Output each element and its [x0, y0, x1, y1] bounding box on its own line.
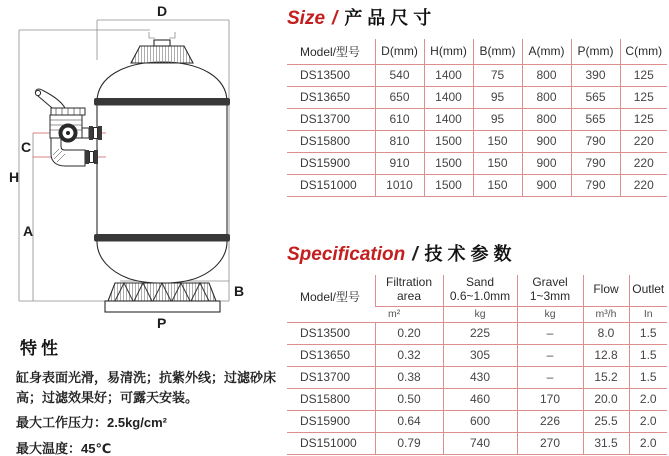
value-cell: 565 [571, 108, 620, 130]
base-stand [108, 283, 216, 301]
spec-title-separator: / [412, 244, 418, 265]
model-cell: DS15800 [300, 392, 351, 406]
value-cell: 1.5 [629, 344, 667, 366]
table-row [287, 388, 667, 410]
value-cell: 740 [443, 432, 517, 454]
value-cell: 1.5 [629, 322, 667, 344]
table-row [287, 152, 667, 174]
value-cell: 790 [571, 174, 620, 196]
spec-title-zh: 技术参数 [424, 244, 517, 264]
dimension-column-header: B(mm) [473, 39, 522, 64]
header-row [287, 39, 667, 64]
value-cell: 2.0 [629, 432, 667, 454]
spec-title [287, 240, 669, 266]
value-cell: 1400 [424, 86, 473, 108]
value-cell: 565 [571, 86, 620, 108]
value-cell: 12.8 [583, 344, 629, 366]
value-cell: 220 [620, 174, 667, 196]
spec-table [287, 275, 667, 455]
value-cell: 0.50 [375, 388, 443, 410]
size-title-separator: / [332, 8, 338, 29]
dim-label-P: P [157, 315, 167, 331]
value-cell: 1400 [424, 108, 473, 130]
multiport-valve [35, 89, 102, 166]
value-cell: 430 [443, 366, 517, 388]
value-cell: – [517, 322, 583, 344]
lower-clamp-band [94, 234, 230, 242]
value-cell: 220 [620, 152, 667, 174]
size-section [287, 4, 669, 197]
value-cell: 600 [443, 410, 517, 432]
value-cell: 220 [620, 130, 667, 152]
value-cell: 1400 [424, 64, 473, 86]
unit-header: m² [375, 306, 443, 322]
spec-title-en: Specification [287, 244, 406, 265]
value-cell: 610 [375, 108, 424, 130]
value-cell: 460 [443, 388, 517, 410]
dim-label-H: H [9, 169, 20, 185]
dim-label-C: C [21, 139, 32, 155]
value-cell: 226 [517, 410, 583, 432]
features-title: 特性 [20, 339, 62, 358]
upper-clamp-band [94, 98, 230, 106]
value-cell: 900 [522, 152, 571, 174]
value-cell: 170 [517, 388, 583, 410]
dim-label-D: D [156, 3, 168, 19]
table-row [287, 108, 667, 130]
value-cell: 910 [375, 152, 424, 174]
value-cell: 0.79 [375, 432, 443, 454]
spec-table-head [287, 275, 667, 322]
value-cell: 15.2 [583, 366, 629, 388]
value-cell: 1500 [424, 174, 473, 196]
model-cell: DS151000 [300, 436, 357, 450]
value-cell: 0.32 [375, 344, 443, 366]
model-cell: DS15800 [300, 134, 351, 148]
model-cell: DS15900 [300, 414, 351, 428]
base-plate [105, 301, 220, 312]
table-row [287, 174, 667, 196]
table-row [287, 410, 667, 432]
value-cell: 1010 [375, 174, 424, 196]
value-cell: 800 [522, 86, 571, 108]
value-cell: 800 [522, 64, 571, 86]
table-row [287, 432, 667, 454]
spec-column-header: Sand 0.6~1.0mm [443, 275, 517, 306]
model-cell: DS13500 [300, 326, 351, 340]
value-cell: 270 [517, 432, 583, 454]
table-row [287, 64, 667, 86]
table-row [287, 130, 667, 152]
value-cell: 75 [473, 64, 522, 86]
model-cell: DS13700 [300, 370, 351, 384]
model-cell: DS151000 [300, 178, 357, 192]
features-section [16, 334, 294, 456]
spec-column-header: Flow [583, 275, 629, 306]
value-cell: 0.38 [375, 366, 443, 388]
value-cell: 95 [473, 108, 522, 130]
model-cell: DS13700 [300, 112, 351, 126]
model-cell: DS13650 [300, 90, 351, 104]
value-cell: 31.5 [583, 432, 629, 454]
header-row-labels [287, 275, 667, 306]
features-max-temperature: 最大温度：45℃ [16, 440, 112, 456]
spec-column-header: Outlet [629, 275, 667, 306]
table-row [287, 86, 667, 108]
lid-cap [131, 46, 193, 63]
model-column-header: Model/型号 [287, 275, 375, 322]
value-cell: 125 [620, 86, 667, 108]
features-body: 缸身表面光滑，易清洗；抗紫外线；过滤砂床高；过滤效果好；可露天安装。 [16, 370, 277, 405]
unit-header: m³/h [583, 306, 629, 322]
dim-label-B: B [234, 283, 245, 299]
value-cell: 25.5 [583, 410, 629, 432]
spec-section [287, 240, 669, 455]
model-cell: DS13500 [300, 68, 351, 82]
value-cell: 790 [571, 130, 620, 152]
dimension-column-header: A(mm) [522, 39, 571, 64]
tank-outline [94, 32, 230, 312]
value-cell: 125 [620, 108, 667, 130]
value-cell: 150 [473, 174, 522, 196]
value-cell: 900 [522, 130, 571, 152]
size-title [287, 4, 669, 30]
model-column-header: Model/型号 [300, 44, 361, 59]
value-cell: 95 [473, 86, 522, 108]
table-row [287, 344, 667, 366]
filter-tank-diagram [2, 0, 286, 332]
value-cell: 0.64 [375, 410, 443, 432]
value-cell: 810 [375, 130, 424, 152]
value-cell: 125 [620, 64, 667, 86]
spec-table-body [287, 322, 667, 454]
value-cell: 1500 [424, 130, 473, 152]
value-cell: 1500 [424, 152, 473, 174]
dimension-column-header: P(mm) [571, 39, 620, 64]
value-cell: 650 [375, 86, 424, 108]
table-row [287, 366, 667, 388]
value-cell: 20.0 [583, 388, 629, 410]
value-cell: 225 [443, 322, 517, 344]
value-cell: 1.5 [629, 366, 667, 388]
value-cell: 2.0 [629, 388, 667, 410]
unit-header: kg [443, 306, 517, 322]
size-table-head [287, 39, 667, 64]
value-cell: 8.0 [583, 322, 629, 344]
value-cell: 390 [571, 64, 620, 86]
value-cell: 540 [375, 64, 424, 86]
spec-column-header: Filtration area [375, 275, 443, 306]
unit-header: In [629, 306, 667, 322]
spec-column-header: Gravel 1~3mm [517, 275, 583, 306]
value-cell: 790 [571, 152, 620, 174]
table-row [287, 322, 667, 344]
value-cell: 2.0 [629, 410, 667, 432]
size-table [287, 39, 667, 197]
size-title-zh: 产品尺寸 [344, 8, 437, 28]
features-max-pressure: 最大工作压力：2.5kg/cm² [16, 415, 167, 430]
vent-knob [154, 40, 170, 46]
value-cell: 0.20 [375, 322, 443, 344]
value-cell: 305 [443, 344, 517, 366]
model-cell: DS15900 [300, 156, 351, 170]
dimension-column-header: H(mm) [424, 39, 473, 64]
value-cell: 150 [473, 130, 522, 152]
value-cell: – [517, 344, 583, 366]
size-title-en: Size [287, 8, 326, 29]
value-cell: 900 [522, 174, 571, 196]
dimension-column-header: D(mm) [375, 39, 424, 64]
size-table-body [287, 64, 667, 196]
model-cell: DS13650 [300, 348, 351, 362]
dim-label-A: A [23, 223, 34, 239]
dimension-column-header: C(mm) [620, 39, 667, 64]
value-cell: 150 [473, 152, 522, 174]
unit-header: kg [517, 306, 583, 322]
value-cell: – [517, 366, 583, 388]
value-cell: 800 [522, 108, 571, 130]
